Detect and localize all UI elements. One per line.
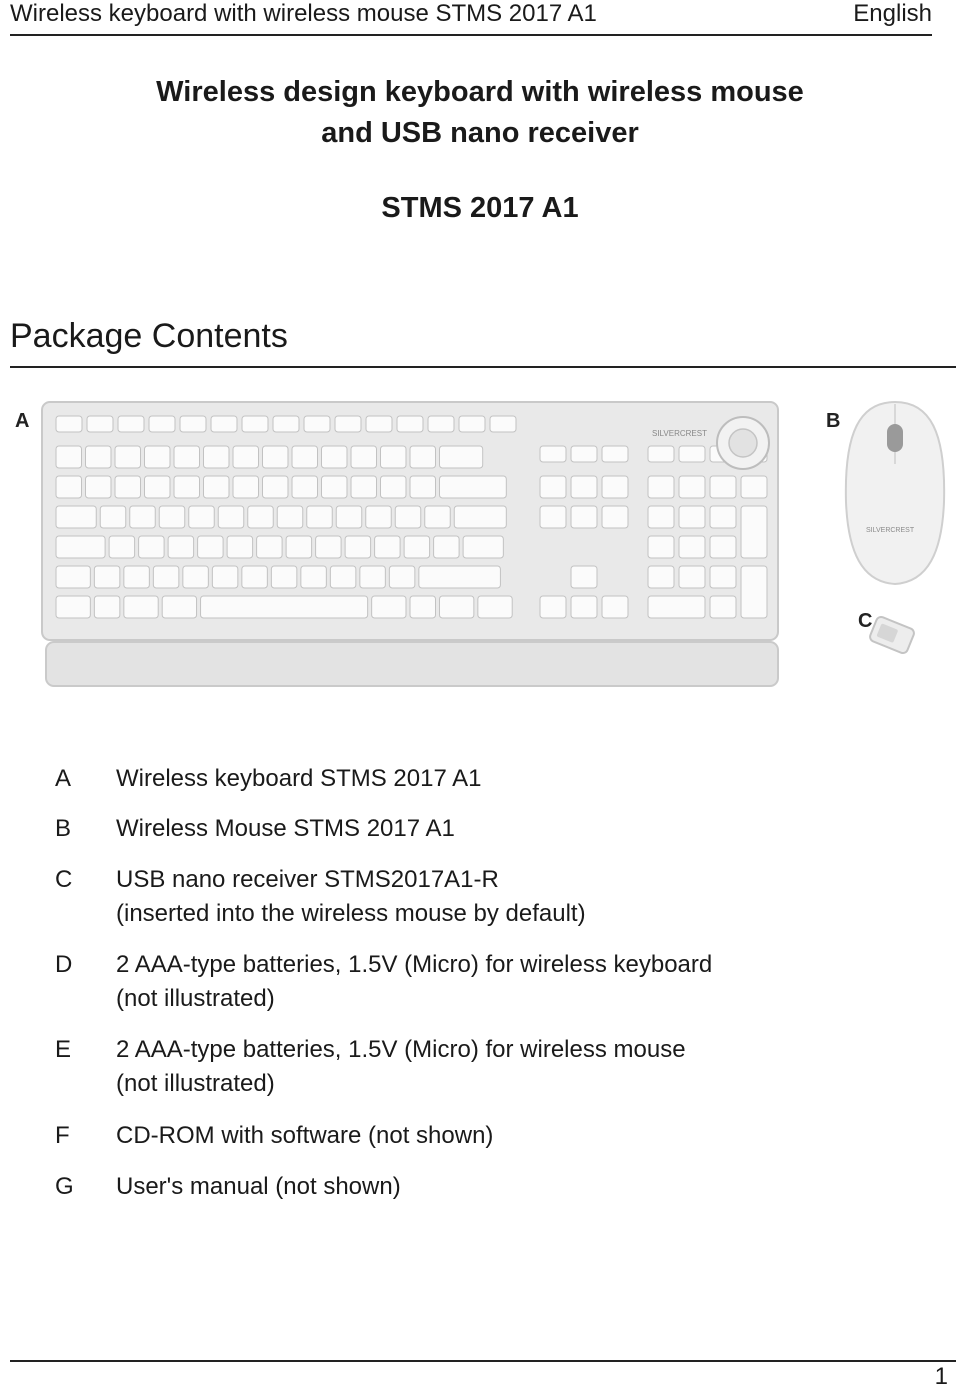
keyboard-key xyxy=(183,566,209,588)
keyboard-key xyxy=(440,596,474,618)
keyboard-key xyxy=(233,476,259,498)
keyboard-key xyxy=(273,416,299,432)
item-letter: F xyxy=(55,1122,70,1149)
keyboard-key xyxy=(648,506,674,528)
keyboard-key xyxy=(395,506,421,528)
keyboard-key xyxy=(345,536,371,558)
doc-model: STMS 2017 A1 xyxy=(381,192,579,224)
keyboard-key xyxy=(316,536,342,558)
keyboard-key xyxy=(648,596,705,618)
keyboard-key xyxy=(56,536,105,558)
keyboard-key xyxy=(710,506,736,528)
product-illustration xyxy=(0,392,960,702)
keyboard-key xyxy=(490,416,516,432)
keyboard-key xyxy=(227,536,253,558)
item-text: USB nano receiver STMS2017A1-R (inserted into the wireless mouse by default) xyxy=(116,866,586,927)
keyboard-key xyxy=(301,566,327,588)
keyboard-key xyxy=(366,506,392,528)
doc-title-line-1: Wireless design keyboard with wireless mouse xyxy=(156,76,804,108)
usb-receiver xyxy=(869,615,916,654)
keyboard-key xyxy=(375,536,401,558)
keyboard-brand: SILVERCREST xyxy=(652,429,707,438)
keyboard-key xyxy=(180,416,206,432)
keyboard-key xyxy=(410,446,436,468)
keyboard-key xyxy=(540,446,566,462)
keyboard-key xyxy=(212,566,238,588)
keyboard-key xyxy=(741,476,767,498)
keyboard-key xyxy=(540,476,566,498)
keyboard-key xyxy=(360,566,386,588)
keyboard-key xyxy=(87,416,113,432)
keyboard-key xyxy=(100,506,126,528)
keyboard-key xyxy=(366,416,392,432)
keyboard-key xyxy=(56,596,90,618)
keyboard-key xyxy=(372,596,406,618)
product-figure xyxy=(0,392,960,702)
keyboard-key xyxy=(242,566,268,588)
footer-divider xyxy=(10,1360,956,1362)
keyboard-key xyxy=(86,446,112,468)
keyboard-key xyxy=(602,596,628,618)
keyboard-key xyxy=(145,446,171,468)
keyboard-key xyxy=(540,596,566,618)
keyboard-key xyxy=(271,566,297,588)
keyboard-key xyxy=(118,416,144,432)
keyboard-key xyxy=(741,506,767,558)
keyboard-key xyxy=(56,566,90,588)
keyboard-key xyxy=(130,506,156,528)
keyboard-key xyxy=(218,506,244,528)
keyboard-key xyxy=(679,536,705,558)
keyboard-key xyxy=(56,446,82,468)
keyboard-key xyxy=(454,506,506,528)
keyboard-key xyxy=(404,536,430,558)
keyboard-key xyxy=(571,446,597,462)
doc-title-line-2: and USB nano receiver xyxy=(321,117,639,149)
keyboard-key xyxy=(440,446,483,468)
item-text: User's manual (not shown) xyxy=(116,1173,401,1200)
keyboard-key xyxy=(242,416,268,432)
item-text: 2 AAA-type batteries, 1.5V (Micro) for wireless keyboard (not illustrated) xyxy=(116,951,713,1012)
item-text: 2 AAA-type batteries, 1.5V (Micro) for wireless mouse (not illustrated) xyxy=(116,1036,686,1097)
keyboard-key xyxy=(257,536,283,558)
keyboard-key xyxy=(710,596,736,618)
keyboard-keys xyxy=(56,416,767,618)
keyboard-key xyxy=(233,446,259,468)
keyboard-key xyxy=(86,476,112,498)
keyboard-key xyxy=(263,446,289,468)
keyboard-key xyxy=(648,566,674,588)
keyboard-key xyxy=(174,476,200,498)
keyboard-key xyxy=(428,416,454,432)
keyboard-key xyxy=(602,446,628,462)
keyboard-key xyxy=(56,416,82,432)
keyboard-key xyxy=(174,446,200,468)
keyboard-key xyxy=(389,566,415,588)
section-title: Package Contents xyxy=(10,316,956,368)
keyboard-key xyxy=(304,416,330,432)
keyboard-key xyxy=(571,476,597,498)
item-text: Wireless keyboard STMS 2017 A1 xyxy=(116,765,482,792)
keyboard-key xyxy=(153,566,179,588)
keyboard-key xyxy=(162,596,196,618)
mouse-brand: SILVERCREST xyxy=(866,527,915,534)
page-number: 1 xyxy=(934,1363,948,1390)
keyboard-key xyxy=(335,416,361,432)
item-text: CD-ROM with software (not shown) xyxy=(116,1122,494,1149)
keyboard-key xyxy=(397,416,423,432)
mouse-scroll-wheel xyxy=(887,424,903,452)
keyboard-key xyxy=(679,506,705,528)
keyboard-key xyxy=(679,446,705,462)
keyboard-key xyxy=(425,506,451,528)
keyboard-key xyxy=(679,566,705,588)
keyboard-key xyxy=(478,596,512,618)
keyboard-key xyxy=(56,476,82,498)
keyboard-key xyxy=(571,566,597,588)
keyboard-key xyxy=(277,506,303,528)
keyboard-key xyxy=(571,596,597,618)
item-text: Wireless Mouse STMS 2017 A1 xyxy=(116,815,455,842)
keyboard-key xyxy=(211,416,237,432)
keyboard-key xyxy=(648,446,674,462)
keyboard-key xyxy=(204,446,230,468)
keyboard-key xyxy=(248,506,274,528)
keyboard-key xyxy=(648,536,674,558)
keyboard-key xyxy=(292,446,318,468)
figure-label-b: B xyxy=(826,410,841,432)
keyboard-key xyxy=(204,476,230,498)
keyboard-key xyxy=(292,476,318,498)
keyboard-key xyxy=(648,476,674,498)
keyboard-key xyxy=(149,416,175,432)
keyboard-key xyxy=(198,536,224,558)
keyboard-key xyxy=(419,566,501,588)
keyboard-key xyxy=(168,536,194,558)
keyboard-key xyxy=(410,596,436,618)
keyboard-key xyxy=(540,506,566,528)
keyboard-key xyxy=(124,596,158,618)
keyboard-key xyxy=(115,446,141,468)
item-letter: G xyxy=(55,1173,74,1200)
keyboard-key xyxy=(710,566,736,588)
keyboard-key xyxy=(710,476,736,498)
item-letter: E xyxy=(55,1036,72,1063)
keyboard-key xyxy=(145,476,171,498)
keyboard-key xyxy=(139,536,165,558)
item-letter: A xyxy=(55,765,72,792)
keyboard-key xyxy=(286,536,312,558)
keyboard-key xyxy=(94,566,120,588)
item-letter: D xyxy=(55,951,73,978)
keyboard-key xyxy=(571,506,597,528)
figure-label-a: A xyxy=(15,410,30,432)
keyboard-key xyxy=(710,536,736,558)
keyboard-key xyxy=(56,506,96,528)
item-letter: B xyxy=(55,815,72,842)
keyboard-key xyxy=(434,536,460,558)
keyboard-key xyxy=(307,506,333,528)
keyboard-key xyxy=(263,476,289,498)
keyboard-key xyxy=(201,596,368,618)
keyboard-key xyxy=(322,476,348,498)
keyboard-key xyxy=(381,446,407,468)
keyboard-key xyxy=(351,476,377,498)
figure-label-c: C xyxy=(858,610,873,632)
keyboard-palm-rest xyxy=(46,642,778,686)
keyboard-key xyxy=(381,476,407,498)
keyboard-key xyxy=(459,416,485,432)
keyboard-key xyxy=(602,506,628,528)
keyboard-key xyxy=(189,506,215,528)
keyboard-key xyxy=(351,446,377,468)
page-header xyxy=(10,0,932,36)
keyboard-key xyxy=(463,536,503,558)
keyboard-key xyxy=(336,506,362,528)
keyboard-key xyxy=(322,446,348,468)
keyboard-key xyxy=(410,476,436,498)
keyboard-key xyxy=(94,596,120,618)
keyboard-key xyxy=(679,476,705,498)
header-doc-title: Wireless keyboard with wireless mouse STMS 2017 A1 xyxy=(10,0,597,27)
keyboard-key xyxy=(115,476,141,498)
keyboard-key xyxy=(159,506,185,528)
keyboard-key xyxy=(109,536,135,558)
item-letter: C xyxy=(55,866,73,893)
keyboard-key xyxy=(741,566,767,618)
keyboard-key xyxy=(440,476,507,498)
keyboard-key xyxy=(602,476,628,498)
header-language: English xyxy=(853,0,932,27)
keyboard-key xyxy=(330,566,356,588)
keyboard-key xyxy=(124,566,150,588)
